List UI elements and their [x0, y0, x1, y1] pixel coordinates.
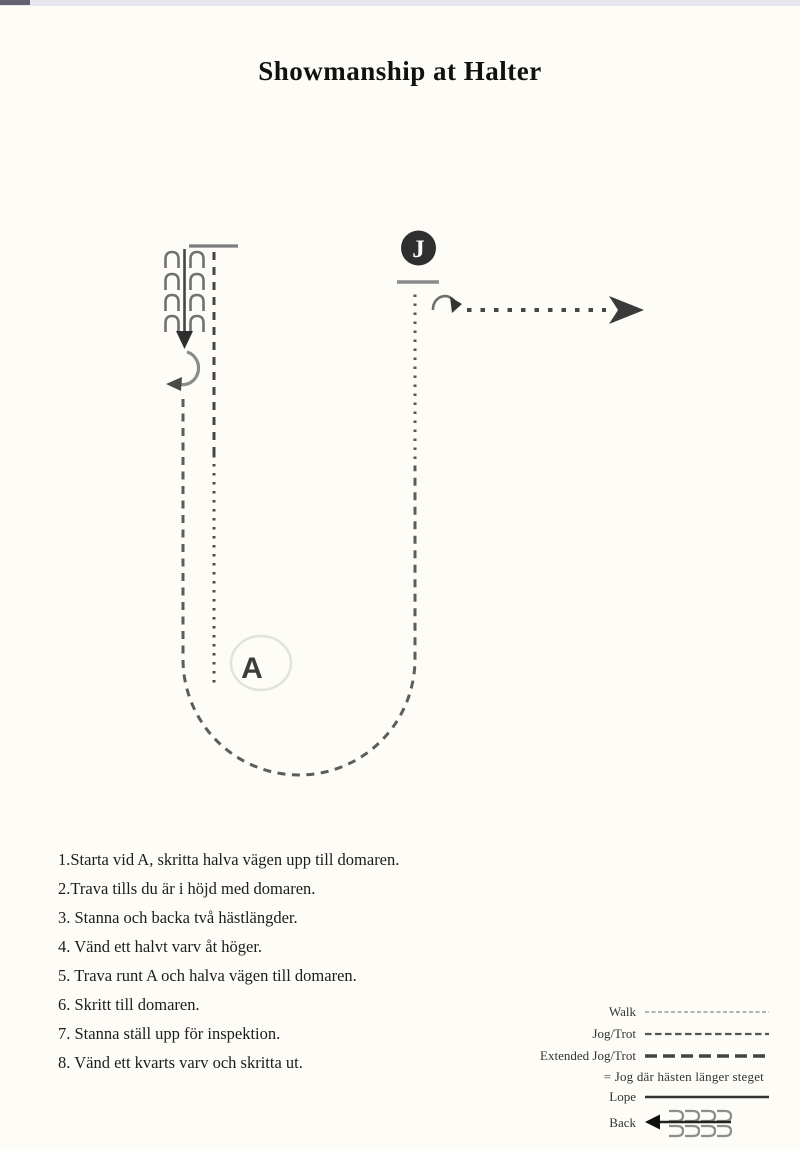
hoofprint-icon — [191, 316, 204, 332]
back-arrowhead-icon — [176, 331, 193, 349]
lope-line-sample — [643, 1094, 771, 1100]
instruction-item: 7. Stanna ställ upp för inspektion. — [58, 1024, 281, 1043]
instruction-item: 3. Stanna och backa två hästlängder. — [58, 908, 298, 927]
exit-arrowhead-icon — [609, 296, 644, 324]
jog-trot-label: Jog/Trot — [592, 1026, 636, 1041]
jog-trot-line-sample — [643, 1031, 771, 1037]
back-legend-arrowhead-icon — [645, 1115, 660, 1130]
half-turn-arrow — [179, 352, 199, 385]
extended-jog-trot-label: Extended Jog/Trot — [540, 1048, 636, 1063]
lope-label: Lope — [609, 1089, 636, 1104]
page-title: Showmanship at Halter — [258, 56, 542, 86]
hoofprint-icon — [191, 274, 204, 290]
hoofprint-icon — [166, 274, 179, 290]
legend-row-extended-jog-trot — [446, 1045, 786, 1067]
back-symbol-sample — [643, 1108, 771, 1138]
gait-legend — [446, 1001, 786, 1138]
instruction-item: 8. Vänd ett kvarts varv och skritta ut. — [58, 1053, 303, 1072]
instruction-item: 2.Trava tills du är i höjd med domaren. — [58, 879, 316, 898]
walk-line-sample — [643, 1009, 771, 1015]
half-turn-arrowhead-icon — [166, 377, 182, 391]
legend-row-lope — [446, 1086, 786, 1108]
start-label: A — [241, 652, 263, 685]
legend-row-extended-note — [446, 1067, 786, 1086]
hoofprint-icon — [166, 316, 179, 332]
instruction-item: 6. Skritt till domaren. — [58, 995, 200, 1014]
trot-around-path — [183, 399, 415, 775]
judge-label: J — [412, 236, 425, 263]
extended-jog-trot-line-sample — [643, 1052, 771, 1060]
walk-label: Walk — [608, 1004, 636, 1019]
back-hoofprints — [669, 1111, 731, 1136]
hoofprint-icon — [166, 295, 179, 311]
hoofprint-icon — [166, 252, 179, 268]
instruction-item: 1.Starta vid A, skritta halva vägen upp till domaren. — [58, 850, 400, 869]
legend-row-walk — [446, 1001, 786, 1023]
quarter-turn-arrowhead-icon — [450, 297, 462, 313]
back-label: Back — [609, 1115, 636, 1130]
instruction-item: 5. Trava runt A och halva vägen till domaren. — [58, 966, 357, 985]
instructions-list — [58, 845, 399, 1077]
legend-row-back — [446, 1108, 786, 1138]
hoofprint-icon — [191, 252, 204, 268]
instruction-item: 4. Vänd ett halvt varv åt höger. — [58, 937, 263, 956]
legend-row-jog-trot — [446, 1023, 786, 1045]
extended-note-label: = Jog där hästen länger steget — [603, 1068, 764, 1084]
hoofprint-icon — [191, 295, 204, 311]
